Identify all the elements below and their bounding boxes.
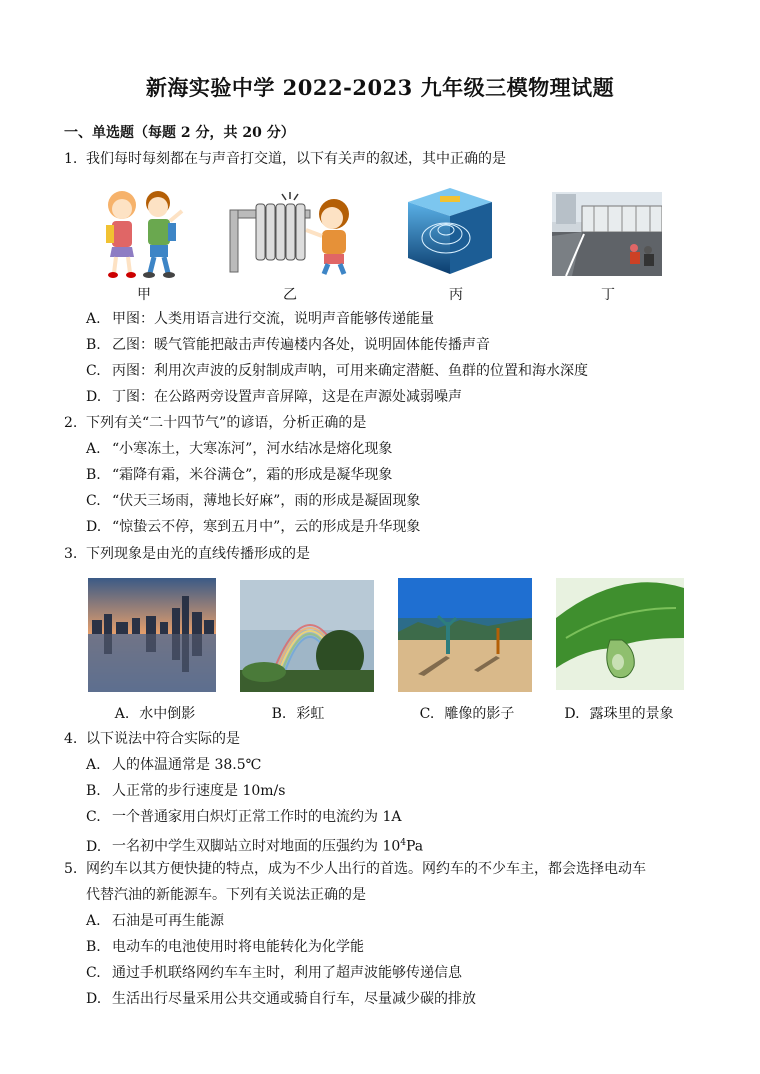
- option-text: 电动车的电池使用时将电能转化为化学能: [112, 939, 364, 955]
- question-1: [64, 150, 506, 168]
- option-letter: A.: [86, 311, 101, 327]
- option-d[interactable]: [86, 834, 423, 856]
- option-text: 人正常的步行速度是 10m/s: [112, 783, 286, 799]
- option-text: 丁图：在公路两旁设置声音屏障，这是在声源处减弱噪声: [112, 389, 462, 405]
- figure-radiator: [226, 190, 360, 276]
- option-a[interactable]: [86, 756, 261, 774]
- question-stem: 我们每时每刻都在与声音打交道，以下有关声的叙述，其中正确的是: [86, 151, 506, 167]
- question-stem: 下列有关“二十四节气”的谚语，分析正确的是: [86, 415, 367, 431]
- question-2: [64, 414, 366, 432]
- option-text: 甲图：人类用语言进行交流，说明声音能够传递能量: [112, 311, 434, 327]
- figure-sound-barrier: [552, 192, 662, 276]
- photo-caption: [258, 703, 338, 723]
- option-letter: B.: [86, 939, 101, 955]
- page-title: 新海实验中学 2022-2023 九年级三模物理试题: [145, 75, 615, 100]
- photo-caption: [100, 703, 210, 723]
- photo-statue-shadow[interactable]: [398, 578, 532, 692]
- option-letter: D.: [86, 389, 102, 405]
- option-letter: B.: [86, 783, 101, 799]
- option-letter: D.: [564, 706, 580, 722]
- option-text: 雕像的影子: [444, 706, 515, 722]
- question-number: 3.: [64, 546, 78, 562]
- option-letter: B.: [271, 706, 287, 722]
- option-letter: B.: [86, 467, 101, 483]
- option-d[interactable]: [86, 388, 462, 406]
- option-a[interactable]: [86, 440, 392, 458]
- option-letter: A.: [114, 706, 130, 722]
- option-a[interactable]: [86, 912, 224, 930]
- option-letter: D.: [86, 519, 102, 535]
- question-5: [64, 860, 646, 878]
- option-text: 人的体温通常是 38.5℃: [112, 757, 262, 773]
- exponent: 4: [400, 838, 406, 848]
- option-text: “惊蛰云不停，寒到五月中”，云的形成是升华现象: [112, 519, 421, 535]
- question-number: 4.: [64, 731, 78, 747]
- option-b[interactable]: [86, 466, 392, 484]
- option-text: “伏天三场雨，薄地长好麻”，雨的形成是凝固现象: [112, 493, 421, 509]
- question-stem: 下列现象是由光的直线传播形成的是: [86, 546, 310, 562]
- option-letter: A.: [86, 441, 101, 457]
- figure-children-talking: [94, 185, 190, 279]
- option-text: “霜降有霜，米谷满仓”，霜的形成是凝华现象: [112, 467, 393, 483]
- option-b[interactable]: [86, 336, 490, 354]
- question-stem: 以下说法中符合实际的是: [86, 731, 240, 747]
- option-letter: A.: [86, 913, 101, 929]
- option-text: 彩虹: [296, 706, 325, 722]
- option-c[interactable]: [86, 808, 401, 826]
- option-text: 一个普通家用白炽灯正常工作时的电流约为 1A: [112, 809, 402, 825]
- option-letter: C.: [86, 363, 101, 379]
- option-letter: D.: [86, 991, 102, 1007]
- option-c[interactable]: [86, 362, 588, 380]
- photo-rainbow[interactable]: [240, 580, 374, 692]
- option-letter: C.: [86, 809, 101, 825]
- option-text: 一名初中学生双脚站立时对地面的压强约为 10: [112, 838, 401, 855]
- question-stem: 网约车以其方便快捷的特点，成为不少人出行的首选。网约车的不少车主，都会选择电动车: [86, 861, 646, 877]
- option-letter: C.: [86, 965, 101, 981]
- option-text: 乙图：暖气管能把敲击声传遍楼内各处，说明固体能传播声音: [112, 337, 490, 353]
- question-number: 2.: [64, 415, 78, 431]
- option-a[interactable]: [86, 310, 434, 328]
- question-stem-continued: 代替汽油的新能源车。下列有关说法正确的是: [86, 887, 366, 903]
- figure-sonar-ocean: [400, 184, 500, 276]
- figure-caption: 甲: [137, 287, 151, 303]
- photo-water-reflection[interactable]: [88, 578, 216, 692]
- unit: Pa: [406, 838, 424, 855]
- option-letter: C.: [419, 706, 435, 722]
- question-number: 1.: [64, 151, 78, 167]
- option-letter: B.: [86, 337, 101, 353]
- option-c[interactable]: [86, 964, 462, 982]
- option-text: “小寒冻土，大寒冻河”，河水结冰是熔化现象: [112, 441, 393, 457]
- option-letter: D.: [86, 838, 102, 855]
- photo-caption: [412, 703, 522, 723]
- option-d[interactable]: [86, 990, 476, 1008]
- option-text: 丙图：利用次声波的反射制成声呐，可用来确定潜艇、鱼群的位置和海水深度: [112, 363, 588, 379]
- option-letter: A.: [86, 757, 101, 773]
- option-text: 露珠里的景象: [589, 706, 674, 722]
- question-4: [64, 730, 240, 748]
- figure-caption: 乙: [283, 287, 297, 303]
- question-number: 5.: [64, 861, 78, 877]
- option-text: 水中倒影: [139, 706, 196, 722]
- figure-caption: 丙: [449, 287, 463, 303]
- option-text: 石油是可再生能源: [112, 913, 224, 929]
- figure-caption: 丁: [601, 287, 615, 303]
- option-b[interactable]: [86, 782, 285, 800]
- option-d[interactable]: [86, 518, 420, 536]
- photo-caption: [558, 703, 680, 723]
- option-b[interactable]: [86, 938, 364, 956]
- option-letter: C.: [86, 493, 101, 509]
- section-heading: 一、单选题（每题 2 分，共 20 分）: [64, 125, 295, 141]
- option-text: 通过手机联络网约车车主时，利用了超声波能够传递信息: [112, 965, 462, 981]
- option-c[interactable]: [86, 492, 420, 510]
- photo-dewdrop[interactable]: [556, 578, 684, 690]
- question-3: [64, 545, 310, 563]
- option-text: 生活出行尽量采用公共交通或骑自行车，尽量减少碳的排放: [112, 991, 476, 1007]
